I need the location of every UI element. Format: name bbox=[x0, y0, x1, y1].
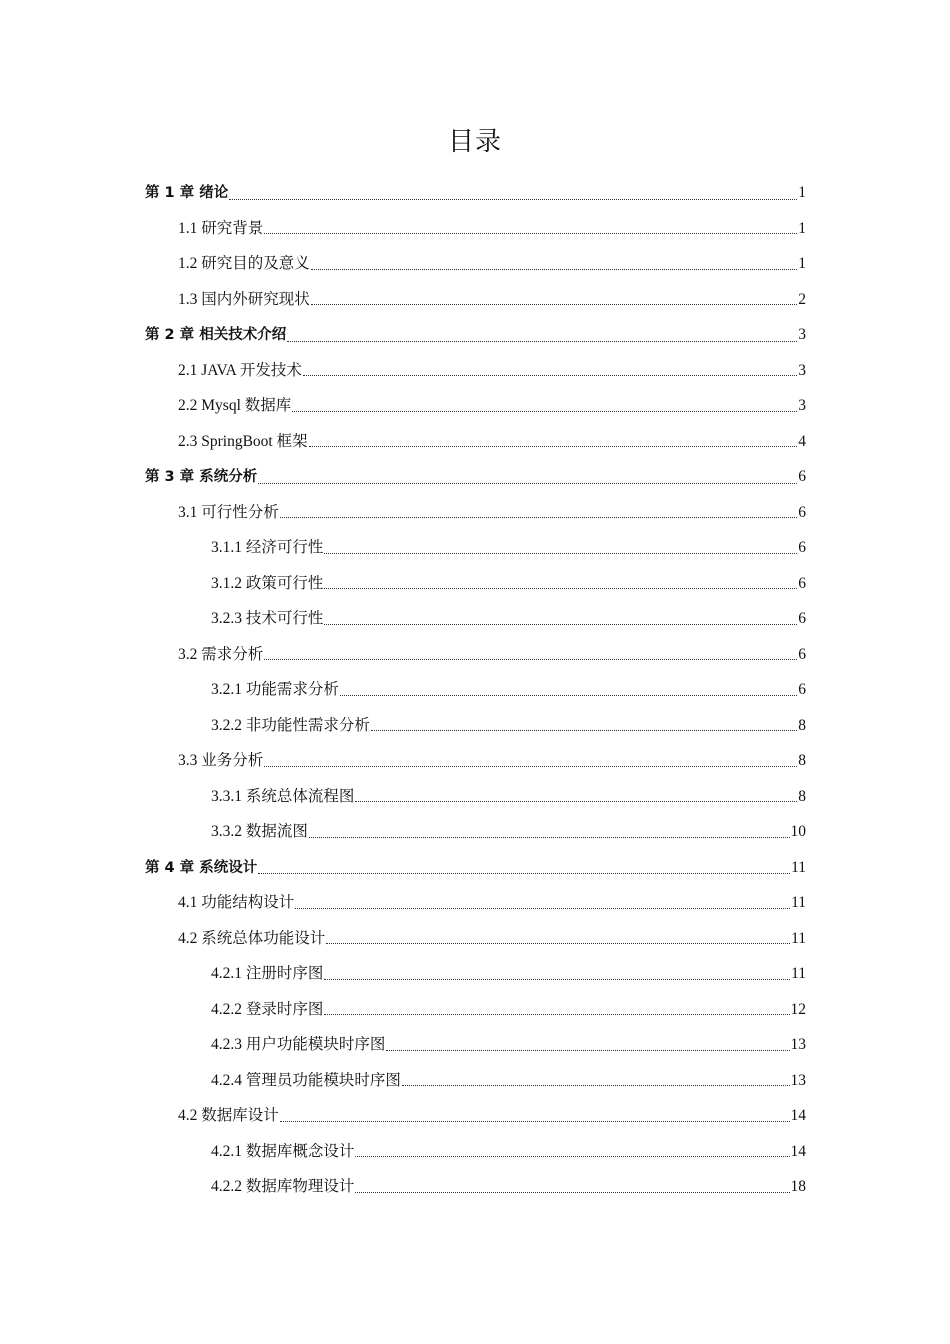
toc-entry-title: 1.1 研究背景 bbox=[178, 219, 264, 237]
toc-page-number: 18 bbox=[790, 1178, 806, 1195]
toc-dot-leader bbox=[326, 930, 790, 946]
toc-subsection-entry[interactable] bbox=[145, 779, 806, 815]
toc-page-number: 2 bbox=[798, 290, 806, 308]
toc-dot-leader bbox=[295, 895, 790, 911]
toc-subsection-entry[interactable] bbox=[145, 1063, 806, 1099]
toc-entry-title: 4.2.2 数据库物理设计 bbox=[211, 1178, 355, 1195]
toc-chapter-entry[interactable] bbox=[145, 175, 806, 211]
toc-dot-leader bbox=[287, 327, 797, 343]
toc-subsection-entry[interactable] bbox=[145, 1169, 806, 1205]
toc-entry-title: 1.2 研究目的及意义 bbox=[178, 255, 310, 272]
toc-page-number: 8 bbox=[798, 787, 806, 805]
toc-dot-leader bbox=[324, 540, 797, 556]
toc-entry-title: 3.2.2 非功能性需求分析 bbox=[211, 716, 370, 734]
toc-dot-leader bbox=[258, 859, 790, 875]
toc-entry-title: 第 2 章 相关技术介绍 bbox=[145, 327, 287, 343]
toc-entry-title: 第 1 章 绪论 bbox=[145, 185, 229, 201]
toc-dot-leader bbox=[355, 788, 797, 804]
toc-subsection-entry[interactable] bbox=[145, 566, 806, 602]
toc-entry-title: 4.2 系统总体功能设计 bbox=[178, 929, 326, 947]
toc-page-number: 3 bbox=[798, 361, 806, 379]
toc-subsection-entry[interactable] bbox=[145, 708, 806, 744]
toc-page-number: 1 bbox=[798, 219, 806, 237]
toc-entry-title: 4.1 功能结构设计 bbox=[178, 894, 295, 911]
toc-page-number: 12 bbox=[790, 1000, 806, 1018]
toc-entry-title: 3.1.2 政策可行性 bbox=[211, 574, 324, 592]
toc-page-number: 6 bbox=[798, 503, 806, 521]
toc-entry-title: 第 4 章 系统设计 bbox=[145, 859, 258, 876]
toc-dot-leader bbox=[324, 611, 797, 627]
toc-entry-title: 3.1 可行性分析 bbox=[178, 503, 279, 521]
toc-page-number: 6 bbox=[798, 574, 806, 592]
toc-page-number: 3 bbox=[798, 326, 806, 343]
toc-entry-title: 3.2.1 功能需求分析 bbox=[211, 681, 339, 698]
toc-subsection-entry[interactable] bbox=[145, 1027, 806, 1063]
toc-page-number: 8 bbox=[798, 716, 806, 734]
toc-entry-title: 3.1.1 经济可行性 bbox=[211, 539, 324, 556]
toc-section-entry[interactable] bbox=[145, 637, 806, 673]
toc-dot-leader bbox=[371, 717, 797, 733]
toc-entry-title: 4.2.2 登录时序图 bbox=[211, 1000, 324, 1018]
toc-page-number: 6 bbox=[798, 645, 806, 663]
toc-dot-leader bbox=[311, 256, 797, 272]
toc-dot-leader bbox=[280, 1108, 790, 1124]
toc-section-entry[interactable] bbox=[145, 211, 806, 247]
toc-page-number: 11 bbox=[791, 858, 806, 876]
toc-page-number: 6 bbox=[798, 468, 806, 485]
toc-subsection-entry[interactable] bbox=[145, 530, 806, 566]
toc-page-number: 6 bbox=[798, 539, 806, 556]
toc-dot-leader bbox=[402, 1072, 790, 1088]
toc-dot-leader bbox=[311, 291, 797, 307]
toc-entry-title: 1.3 国内外研究现状 bbox=[178, 290, 310, 308]
toc-entry-title: 4.2 数据库设计 bbox=[178, 1107, 279, 1124]
toc-chapter-entry[interactable] bbox=[145, 459, 806, 495]
toc-dot-leader bbox=[324, 966, 790, 982]
toc-section-entry[interactable] bbox=[145, 743, 806, 779]
toc-entry-title: 4.2.4 管理员功能模块时序图 bbox=[211, 1071, 401, 1089]
toc-page-number: 14 bbox=[790, 1107, 806, 1124]
toc-entry-title: 4.2.1 注册时序图 bbox=[211, 965, 324, 982]
toc-page-number: 13 bbox=[790, 1036, 806, 1053]
toc-dot-leader bbox=[264, 753, 797, 769]
toc-dot-leader bbox=[280, 504, 797, 520]
toc-section-entry[interactable] bbox=[145, 246, 806, 282]
toc-dot-leader bbox=[229, 185, 797, 201]
toc-section-entry[interactable] bbox=[145, 388, 806, 424]
toc-section-entry[interactable] bbox=[145, 921, 806, 957]
toc-entry-title: 2.2 Mysql 数据库 bbox=[178, 397, 292, 414]
table-of-contents bbox=[145, 175, 806, 1205]
toc-page-number: 11 bbox=[791, 894, 806, 911]
toc-section-entry[interactable] bbox=[145, 282, 806, 318]
toc-section-entry[interactable] bbox=[145, 353, 806, 389]
toc-chapter-entry[interactable] bbox=[145, 317, 806, 353]
toc-dot-leader bbox=[264, 646, 797, 662]
toc-dot-leader bbox=[324, 1001, 789, 1017]
toc-page-number: 4 bbox=[798, 432, 806, 450]
toc-section-entry[interactable] bbox=[145, 424, 806, 460]
toc-dot-leader bbox=[264, 220, 797, 236]
toc-dot-leader bbox=[386, 1037, 789, 1053]
toc-page-number: 11 bbox=[791, 929, 806, 947]
toc-entry-title: 4.2.1 数据库概念设计 bbox=[211, 1142, 355, 1160]
toc-dot-leader bbox=[355, 1143, 789, 1159]
toc-dot-leader bbox=[324, 575, 797, 591]
toc-section-entry[interactable] bbox=[145, 885, 806, 921]
toc-page-number: 10 bbox=[790, 823, 806, 840]
toc-chapter-entry[interactable] bbox=[145, 850, 806, 886]
toc-page-number: 8 bbox=[798, 752, 806, 769]
toc-entry-title: 2.1 JAVA 开发技术 bbox=[178, 361, 302, 379]
toc-entry-title: 3.2.3 技术可行性 bbox=[211, 610, 324, 627]
toc-entry-title: 3.3 业务分析 bbox=[178, 752, 264, 769]
toc-page-number: 3 bbox=[798, 397, 806, 414]
page-title: 目录 bbox=[447, 127, 502, 157]
toc-subsection-entry[interactable] bbox=[145, 992, 806, 1028]
toc-subsection-entry[interactable] bbox=[145, 672, 806, 708]
toc-dot-leader bbox=[258, 469, 797, 485]
toc-page-number: 6 bbox=[798, 681, 806, 698]
toc-subsection-entry[interactable] bbox=[145, 1134, 806, 1170]
toc-section-entry[interactable] bbox=[145, 1098, 806, 1134]
toc-subsection-entry[interactable] bbox=[145, 601, 806, 637]
toc-entry-title: 第 3 章 系统分析 bbox=[145, 469, 258, 485]
toc-dot-leader bbox=[309, 433, 798, 449]
toc-section-entry[interactable] bbox=[145, 495, 806, 531]
toc-entry-title: 3.3.2 数据流图 bbox=[211, 823, 308, 840]
toc-subsection-entry[interactable] bbox=[145, 814, 806, 850]
toc-dot-leader bbox=[340, 682, 797, 698]
toc-page-number: 11 bbox=[791, 965, 806, 982]
toc-dot-leader bbox=[292, 398, 797, 414]
toc-dot-leader bbox=[355, 1179, 789, 1195]
toc-entry-title: 3.3.1 系统总体流程图 bbox=[211, 787, 355, 805]
toc-subsection-entry[interactable] bbox=[145, 956, 806, 992]
toc-dot-leader bbox=[309, 824, 790, 840]
toc-entry-title: 4.2.3 用户功能模块时序图 bbox=[211, 1036, 386, 1053]
toc-entry-title: 2.3 SpringBoot 框架 bbox=[178, 432, 308, 450]
toc-page-number: 1 bbox=[798, 255, 806, 272]
toc-page-number: 6 bbox=[798, 610, 806, 627]
toc-page-number: 13 bbox=[790, 1071, 806, 1089]
toc-entry-title: 3.2 需求分析 bbox=[178, 645, 264, 663]
toc-page-number: 14 bbox=[790, 1142, 806, 1160]
toc-page-number: 1 bbox=[798, 184, 806, 201]
toc-dot-leader bbox=[303, 362, 797, 378]
